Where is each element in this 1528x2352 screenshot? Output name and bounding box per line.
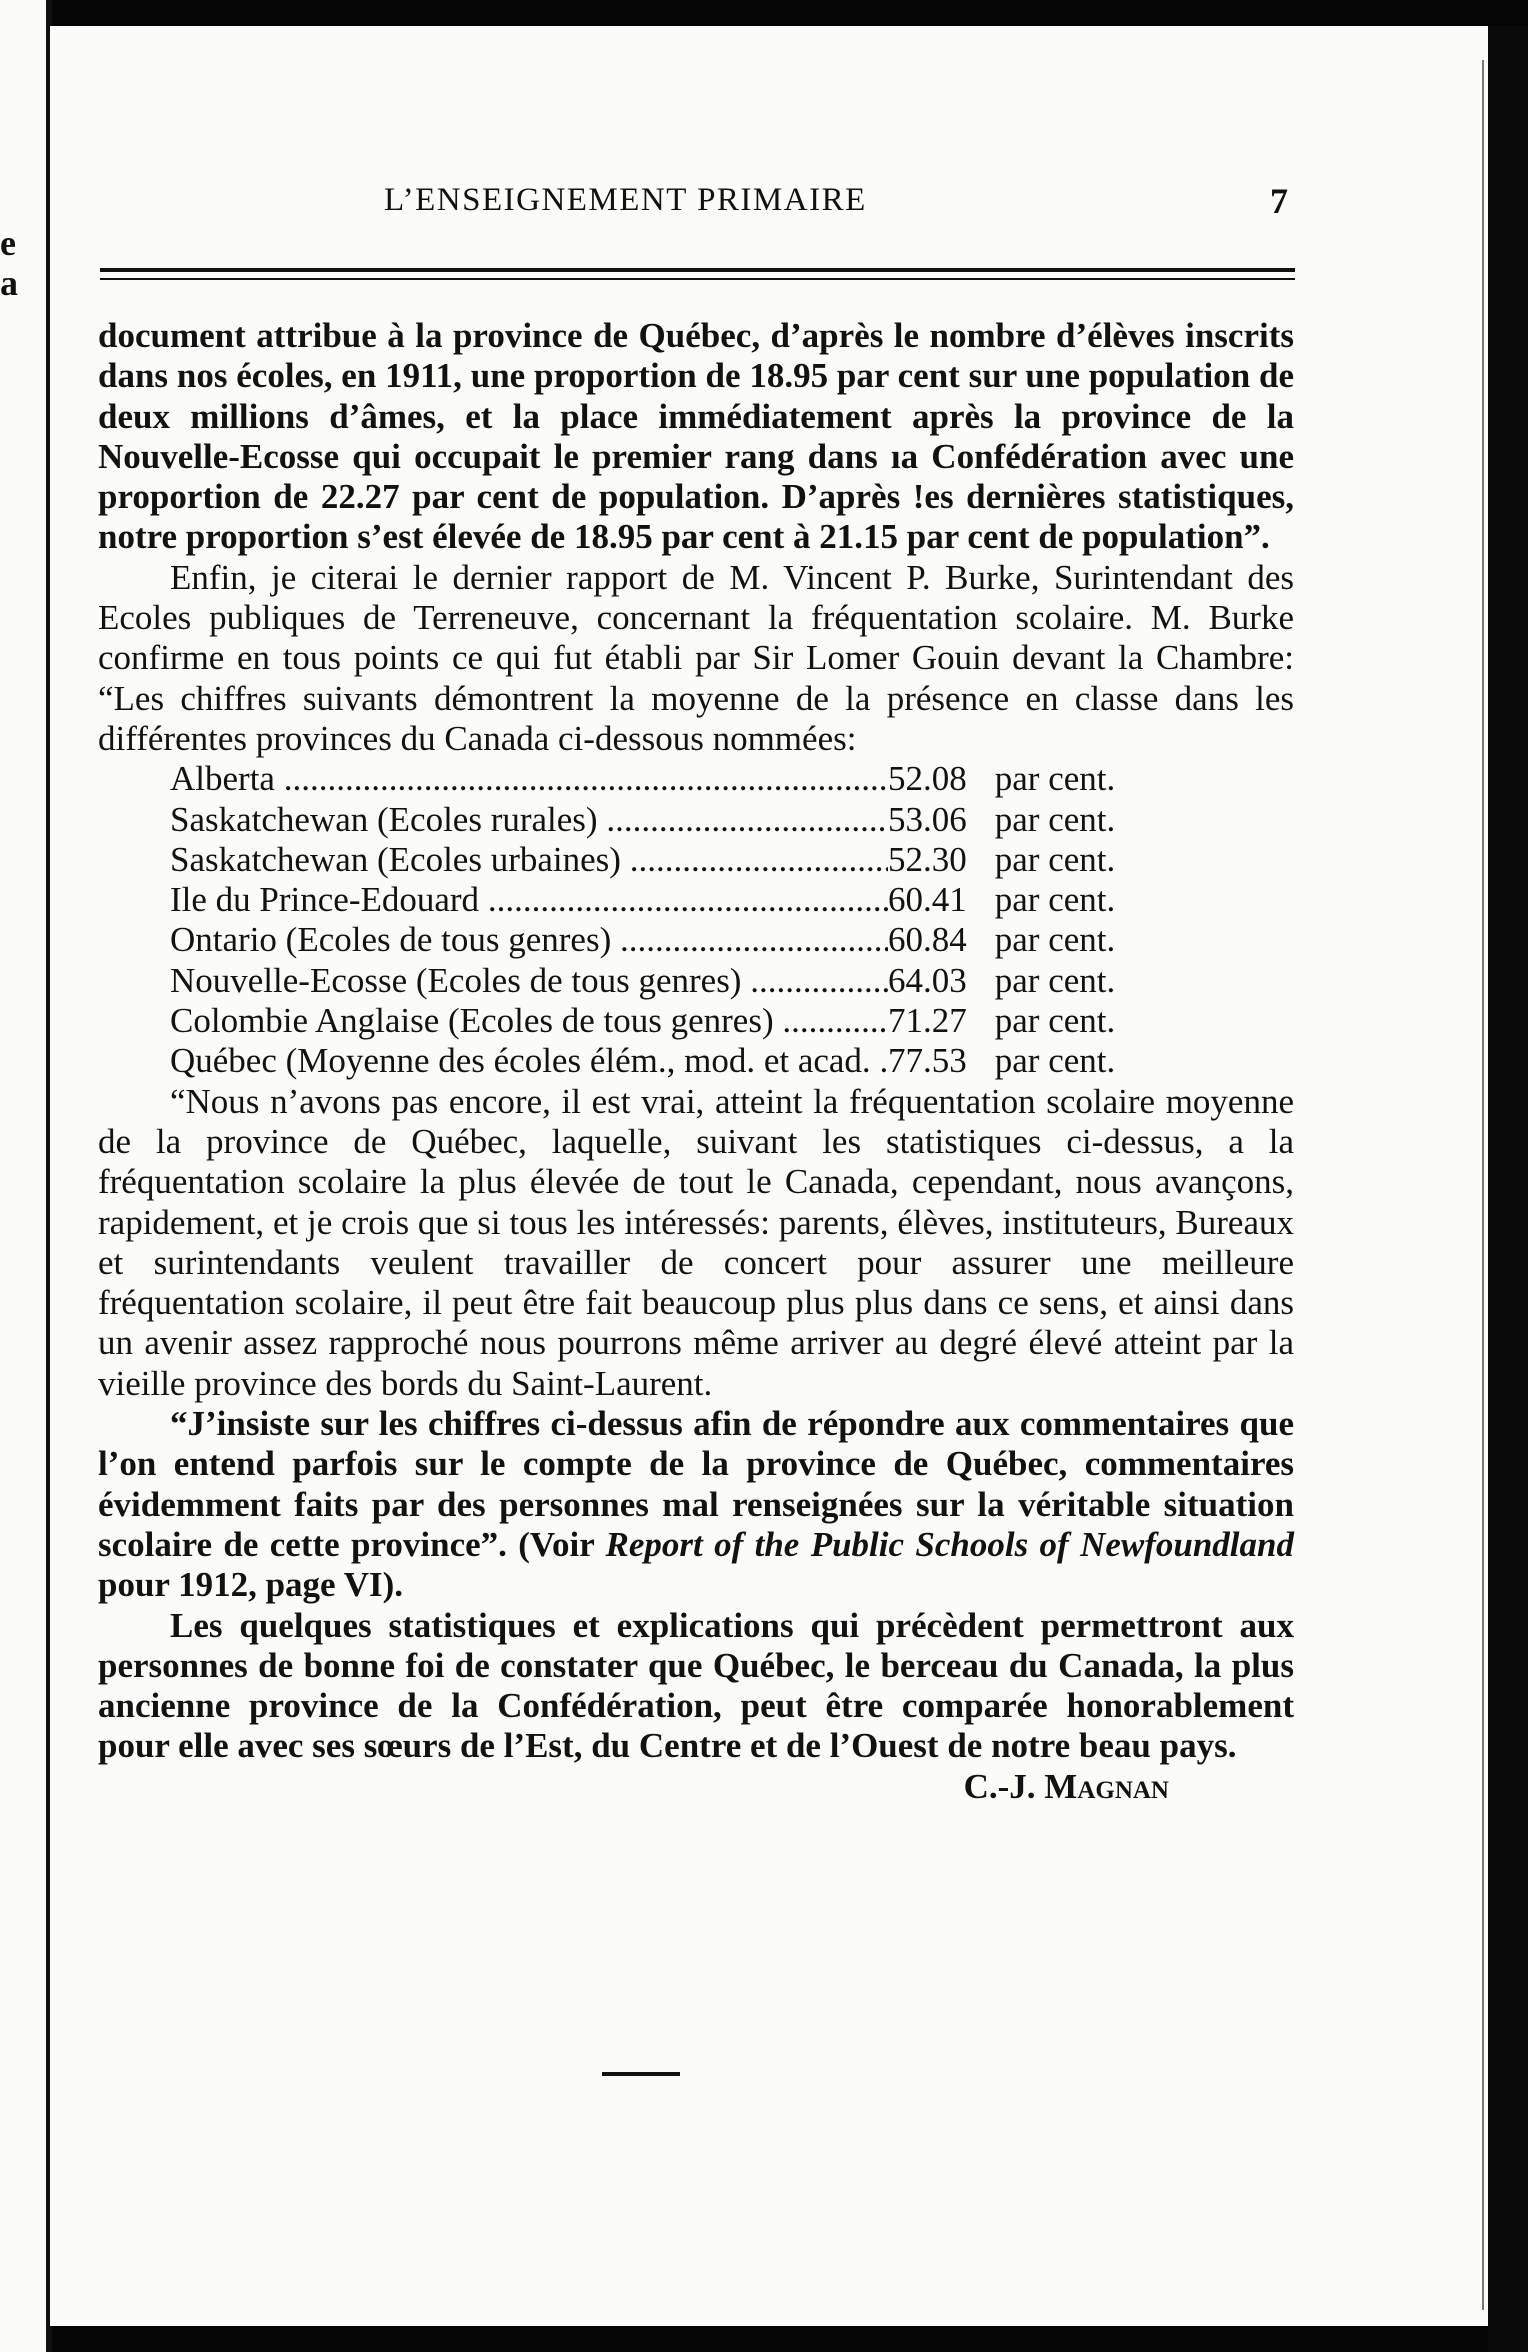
province-name: Ile du Prince-Edouard ..... (170, 880, 888, 920)
attendance-value: 53.06 (888, 799, 967, 839)
attendance-unit: par cent. (994, 1041, 1116, 1081)
facing-page-edge (0, 0, 50, 2352)
facing-page-fragment: e (0, 223, 16, 263)
province-name: Québec (Moyenne des écoles élém., mod. et acad. ..... (170, 1041, 888, 1081)
attendance-unit: par cent. (994, 759, 1116, 799)
list-item (98, 800, 1294, 840)
attendance-unit: par cent. (994, 799, 1116, 839)
scan-border (1488, 26, 1528, 2352)
paragraph-text: “J’insiste sur les chiffres ci-dessus afin de répondre aux commentaires que l’on entend parfois sur le compte de la province de Québec, commentaires évidemment faits par des personnes mal renseignées sur la véritable situation scolaire de cette province”. (Voir (98, 1404, 1294, 1564)
paragraph: “Nous n’avons pas encore, il est vrai, atteint la fréquentation scolaire moyenne de la province de Québec, laquelle, suivant les statistiques ci-dessus, a la fréquentation scolaire la plus élevée de tout le Canada, cependant, nous avançons, rapidement, et je crois que si tous les intéressés: parents, élèves, instituteurs, Bureaux et surintendants veulent travailler de concert pour assurer une meilleure fréquentation scolaire, il peut être fait beaucoup plus plus dans ce sens, et ainsi dans un avenir assez rapproché nous pourrons même arriver au degré élevé atteint par la vieille province des bords du Saint-Laurent. (98, 1081, 1294, 1403)
province-name: Saskatchewan (Ecoles urbaines) ..... (170, 840, 888, 880)
attendance-value: 60.84 (888, 920, 967, 960)
attendance-list (98, 759, 1294, 1081)
province-name: Ontario (Ecoles de tous genres) ..... (170, 920, 888, 960)
body-text (98, 316, 1294, 1807)
paragraph: Enfin, je citerai le dernier rapport de M. Vincent P. Burke, Surintendant des Ecoles publiques de Terreneuve, concernant la fréquentation scolaire. M. Burke confirme en tous points ce qui fut établi par Sir Lomer Gouin devant la Chambre: “Les chiffres suivants démontrent la moyenne de la présence en classe dans les différentes provinces du Canada ci-dessous nommées: (98, 557, 1294, 758)
attendance-value: 71.27 (888, 1001, 967, 1041)
report-title: Report of the Public Schools of Newfoundland (605, 1524, 1295, 1564)
attendance-value: 77.53 (888, 1041, 967, 1081)
list-item (98, 1001, 1294, 1041)
province-name: Saskatchewan (Ecoles rurales) ..... (170, 800, 888, 840)
list-item (98, 961, 1294, 1001)
attendance-value: 52.08 (888, 759, 967, 799)
running-title: L’ENSEIGNEMENT PRIMAIRE (384, 182, 867, 218)
list-item (98, 880, 1294, 920)
paragraph: document attribue à la province de Québec, d’après le nombre d’élèves inscrits dans nos écoles, en 1911, une proportion de 18.95 par cent sur une population de deux millions d’âmes, et la place immédiatement après la province de la Nouvelle-Ecosse qui occupait le premier rang dans ıa Confédération avec une proportion de 22.27 par cent de population. D’après !es dernières statistiques, notre proportion s’est élevée de 18.95 par cent à 21.15 par cent de population”. (98, 316, 1294, 557)
paragraph: Les quelques statistiques et explications qui précèdent permettront aux personnes de bonne foi de constater que Québec, le berceau du Canada, la plus ancienne province de la Confédération, peut être comparée honorablement pour elle avec ses sœurs de l’Est, du Centre et de l’Ouest de notre beau pays. (98, 1605, 1294, 1766)
end-rule (602, 2072, 680, 2076)
province-name: Nouvelle-Ecosse (Ecoles de tous genres) ..... (170, 961, 888, 1001)
province-name: Colombie Anglaise (Ecoles de tous genres) ..... (170, 1001, 888, 1041)
header-rule-thick (100, 268, 1295, 272)
header-rule-thin (100, 278, 1295, 280)
attendance-unit: par cent. (994, 1001, 1116, 1041)
attendance-unit: par cent. (994, 839, 1116, 879)
attendance-unit: par cent. (994, 880, 1116, 920)
attendance-unit: par cent. (994, 960, 1116, 1000)
attendance-unit: par cent. (994, 920, 1116, 960)
paragraph (98, 1404, 1294, 1605)
paragraph-text: pour 1912, page VI). (98, 1565, 404, 1605)
province-name: Alberta ..... (170, 759, 888, 799)
list-item (98, 759, 1294, 799)
page-number: 7 (1270, 181, 1288, 221)
signature: C.-J. Magnan (963, 1766, 1169, 1806)
attendance-value: 64.03 (888, 960, 967, 1000)
page-edge-line (1482, 60, 1484, 2310)
attendance-value: 60.41 (888, 880, 967, 920)
facing-page-fragment: a (0, 263, 18, 303)
list-item (98, 1041, 1294, 1081)
attendance-value: 52.30 (888, 839, 967, 879)
list-item (98, 920, 1294, 960)
list-item (98, 840, 1294, 880)
